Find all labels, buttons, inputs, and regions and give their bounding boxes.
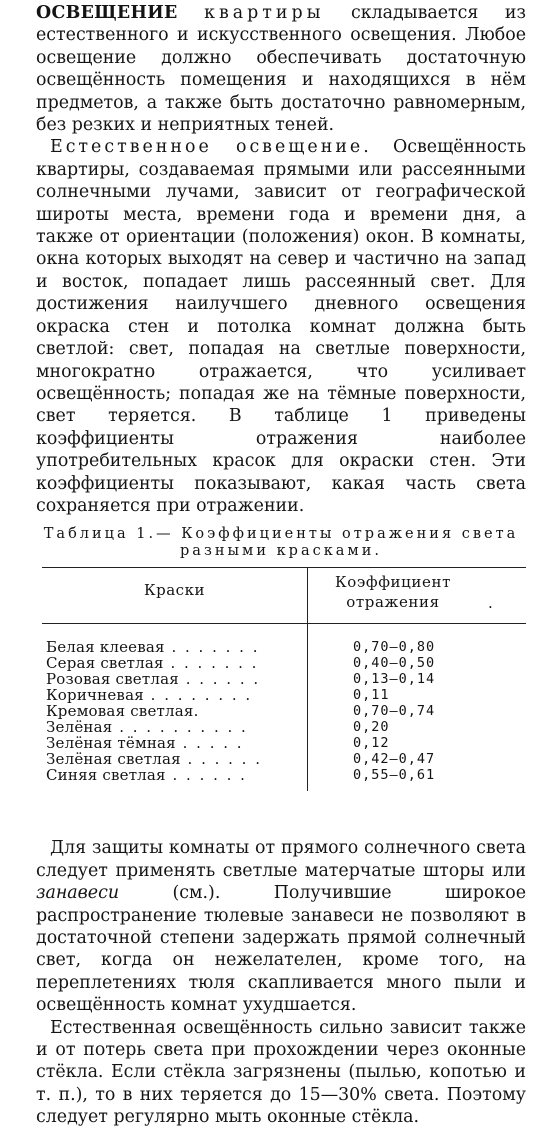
table-row [46, 655, 435, 671]
curtains-link-term: занавеси [36, 883, 120, 904]
paint-name-cell [46, 751, 264, 767]
paint-name: Зелёная тёмная [46, 734, 176, 753]
paint-name: Зелёная светлая [46, 750, 181, 769]
coefficient-value: 0,70—0,74 [353, 703, 436, 720]
leader-dots: . . . . . . . [164, 638, 260, 657]
coefficient-value: 0,55—0,61 [353, 767, 436, 784]
column-header-coefficient-line1: Коэффициент [335, 573, 451, 592]
paint-name: Зелёная [46, 718, 113, 737]
coefficient-value: 0,11 [353, 687, 390, 704]
article-heading: ОСВЕЩЕНИЕ [36, 3, 178, 23]
table-row [46, 639, 435, 655]
table-top-rule [42, 567, 526, 568]
leader-dots: . . . . . . . . [143, 686, 253, 705]
leader-dots: . . . . . . [178, 670, 261, 689]
article-page [36, 2, 526, 1129]
column-header-coefficient [308, 572, 478, 612]
natural-lighting-text: Освещённость квартиры, создаваемая прямыми или рассеянными солнечными лучами, зависит от географической широты места, времени года и времени дня, а также от ориентации (положения) окон. В комнаты, окна которых выходят на север и частично на запад и восток, попадает лишь рассеянный свет. Для достижения наилучшего дневного освещения окраска стен и потолка комнат должна быть светлой: свет, попадая на светлые поверхности, многократно отражается, что усиливает освещённость; попадая же на тёмные поверхности, свет теряется. В таблице 1 приведены коэффициенты отражения наиболее употребительных красок для окраски стен. Эти коэффициенты показывают, какая часть света сохраняется при отражении. [36, 137, 527, 516]
table-row [46, 719, 435, 735]
coefficient-value: 0,70—0,80 [353, 639, 436, 656]
paint-name-cell [46, 703, 264, 719]
paint-name: Серая светлая [46, 654, 164, 673]
column-header-dot: . [488, 594, 493, 613]
paint-name-cell [46, 719, 264, 735]
curtains-text-start: Для защиты комнаты от прямого солнечного света следует применять светлые матерчатые шторы или [36, 838, 526, 881]
table-row [46, 751, 435, 767]
paint-name: Коричневая [46, 686, 144, 705]
curtains-text-end: (см.). Получившие широкое распространение тюлевые занавеси не позволяют в достаточной степени задержать прямой солнечный свет, когда он нежелателен, кроме того, на переплетениях тюля скапливается много пыли и освещённость комнат ухудшается. [36, 883, 526, 1016]
paint-name-cell [46, 671, 264, 687]
section-title-natural-lighting: Естественное освещение. [50, 137, 372, 158]
natural-lighting-paragraph [36, 136, 526, 517]
paint-name-cell [46, 767, 264, 783]
coefficient-value: 0,20 [353, 719, 390, 736]
reflection-table [42, 567, 526, 837]
column-header-paints: Краски [144, 581, 205, 600]
table-row [46, 687, 435, 703]
coefficient-value: 0,12 [353, 735, 390, 752]
coefficient-value: 0,42—0,47 [353, 751, 436, 768]
coefficient-value: 0,13—0,14 [353, 671, 436, 688]
heading-continuation: квартиры [204, 3, 325, 23]
paint-name: Белая клеевая [46, 638, 165, 657]
window-glass-text: Естественная освещённость сильно зависит также и от потерь света при прохождении через оконные стёкла. Если стёкла загрязнены (пылью, копотью и т. п.), то в них теряется до 15—30% света. Поэтому следует регулярно мыть оконные стёкла. [36, 1017, 526, 1128]
leader-dots: . . . . . . . . . . [112, 718, 248, 737]
curtains-paragraph [36, 837, 526, 1016]
leader-dots: . . . . . [175, 734, 244, 753]
coefficient-value: 0,40—0,50 [353, 655, 436, 672]
leader-dots: . . . . . . [180, 750, 262, 769]
intro-text: складывается из естественного и искусственного освещения. Любое освещение должно обеспечивать достаточную освещённость помещения и находящихся в нём предметов, а также быть достаточно равномерным, без резких и неприятных теней. [36, 3, 526, 136]
table-row [46, 671, 435, 687]
intro-paragraph [36, 2, 526, 136]
table-row [46, 767, 435, 783]
leader-dots: . . . . . . . [163, 654, 259, 673]
leader-dots: . . . . . . [165, 766, 247, 785]
paint-name-cell [46, 735, 264, 751]
paint-name-cell [46, 687, 264, 703]
paint-name-cell [46, 655, 264, 671]
table-row [46, 735, 435, 751]
table-row [46, 703, 435, 719]
paint-name: Кремовая светлая [46, 702, 194, 721]
leader-dots: . [193, 702, 201, 721]
table-caption: Таблица 1.— Коэффициенты отражения света разными красками. [43, 526, 519, 560]
column-header-coefficient-line2: отражения [346, 593, 440, 612]
paint-name-cell [46, 639, 264, 655]
paint-name: Розовая светлая [46, 670, 179, 689]
window-glass-paragraph [36, 1017, 526, 1129]
table-header-rule [42, 623, 526, 624]
table-rows [46, 639, 435, 783]
paint-name: Синяя светлая [46, 766, 166, 785]
